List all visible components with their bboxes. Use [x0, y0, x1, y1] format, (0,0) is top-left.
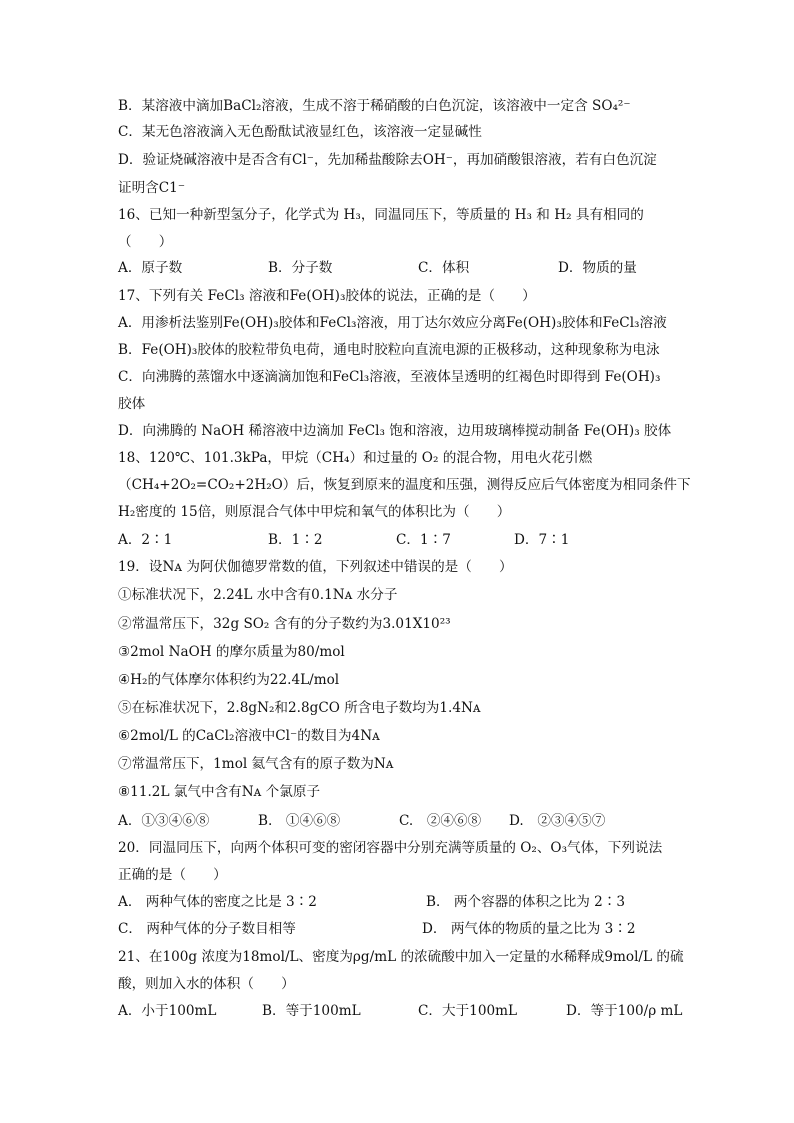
option-a: A．①③④⑥⑧: [118, 813, 210, 829]
question-21-cont: 酸，则加入水的体积（ ）: [118, 976, 295, 992]
option-b: B．等于100mL: [262, 1003, 361, 1019]
statement-3: ③2mol NaOH 的摩尔质量为80/mol: [118, 644, 345, 660]
option-17d: D．向沸腾的 NaOH 稀溶液中边滴加 FeCl₃ 饱和溶液，边用玻璃棒搅动制备 Fe(OH)₃ 胶体: [118, 423, 672, 439]
option-d: D．物质的量: [558, 260, 637, 276]
option-a: A． 两种气体的密度之比是 3∶2: [118, 894, 317, 910]
statement-2: ②常温常压下，32g SO₂ 含有的分子数约为3.01X10²³: [118, 616, 451, 632]
question-19: 19．设Nᴀ 为阿伏伽德罗常数的值，下列叙述中错误的是（ ）: [118, 559, 513, 575]
statement-7: ⑦常温常压下，1mol 氦气含有的原子数为Nᴀ: [118, 756, 394, 772]
question-20-cont: 正确的是（ ）: [118, 867, 227, 883]
question-16-blank: （ ）: [118, 234, 173, 250]
question-18-cont2: H₂密度的 15倍，则原混合气体中甲烷和氧气的体积比为（ ）: [118, 504, 511, 520]
option-15c: C．某无色溶液滴入无色酚酞试液显红色，该溶液一定显碱性: [118, 124, 482, 140]
option-b: B. ①④⑥⑧: [258, 813, 341, 829]
option-15d-cont: 证明含C1⁻: [118, 180, 186, 196]
option-b: B． 两个容器的体积之比为 2∶3: [426, 894, 626, 910]
question-18: 18、120℃、101.3kPa，甲烷（CH₄）和过量的 O₂ 的混合物，用电火花引燃: [118, 450, 593, 466]
statement-4: ④H₂的气体摩尔体积约为22.4L/mol: [118, 672, 340, 688]
option-17b: B．Fe(OH)₃胶体的胶粒带负电荷，通电时胶粒向直流电源的正极移动，这种现象称为电泳: [118, 342, 660, 358]
question-16: 16、已知一种新型氢分子，化学式为 H₃，同温同压下，等质量的 H₃ 和 H₂ 具有相同的: [118, 207, 644, 223]
question-21: 21、在100g 浓度为18mol/L、密度为ρg/mL 的浓硫酸中加入一定量的水稀释成9mol/L 的硫: [118, 949, 684, 965]
option-c: C． 两种气体的分子数目相等: [118, 921, 296, 937]
option-d: D． 两气体的物质的量之比为 3∶2: [422, 921, 636, 937]
statement-8: ⑧11.2L 氯气中含有Nᴀ 个氯原子: [118, 784, 321, 800]
question-20: 20．同温同压下，向两个体积可变的密闭容器中分别充满等质量的 O₂、O₃气体，下列说法: [118, 840, 663, 856]
option-a: A．2∶1: [118, 532, 173, 548]
option-c: C．1∶7: [396, 532, 451, 548]
question-21-options: [118, 1001, 684, 1021]
option-17c-cont: 胶体: [118, 396, 146, 412]
question-16-options: [118, 258, 684, 278]
option-d: D．等于100/ρ mL: [566, 1003, 683, 1019]
question-19-options: [118, 811, 684, 831]
option-c: C．大于100mL: [418, 1003, 518, 1019]
option-c: C．体积: [418, 260, 470, 276]
option-17a: A．用渗析法鉴别Fe(OH)₃胶体和FeCl₃溶液，用丁达尔效应分离Fe(OH)₃胶体和FeCl₃溶液: [118, 315, 667, 331]
statement-6: ⑥2mol/L 的CaCl₂溶液中Cl⁻的数目为4Nᴀ: [118, 728, 380, 744]
option-17c: C．向沸腾的蒸馏水中逐滴滴加饱和FeCl₃溶液，至液体呈透明的红褐色时即得到 Fe(OH)₃: [118, 369, 661, 385]
option-d: D．7∶1: [514, 532, 570, 548]
question-18-options: [118, 530, 684, 550]
option-a: A．小于100mL: [118, 1003, 217, 1019]
option-b: B．分子数: [268, 260, 333, 276]
question-18-cont: （CH₄+2O₂=CO₂+2H₂O）后，恢复到原来的温度和压强，测得反应后气体密度为相同条件下: [118, 477, 691, 493]
question-20-options-cd: [118, 919, 684, 939]
statement-1: ①标准状况下，2.24L 水中含有0.1Nᴀ 水分子: [118, 587, 398, 603]
option-15d: D．验证烧碱溶液中是否含有Cl⁻，先加稀盐酸除去OH⁻，再加硝酸银溶液，若有白色沉淀: [118, 152, 657, 168]
question-17: 17、下列有关 FeCl₃ 溶液和Fe(OH)₃胶体的说法，正确的是（ ）: [118, 288, 536, 304]
option-d: D. ②③④⑤⑦: [509, 813, 606, 829]
option-c: C. ②④⑥⑧: [399, 813, 482, 829]
option-a: A．原子数: [118, 260, 183, 276]
statement-5: ⑤在标准状况下，2.8gN₂和2.8gCO 所含电子数均为1.4Nᴀ: [118, 700, 481, 716]
option-15b: B．某溶液中滴加BaCl₂溶液，生成不溶于稀硝酸的白色沉淀，该溶液中一定含 SO₄²⁻: [118, 98, 631, 114]
question-20-options-ab: [118, 892, 684, 912]
option-b: B．1∶2: [268, 532, 323, 548]
